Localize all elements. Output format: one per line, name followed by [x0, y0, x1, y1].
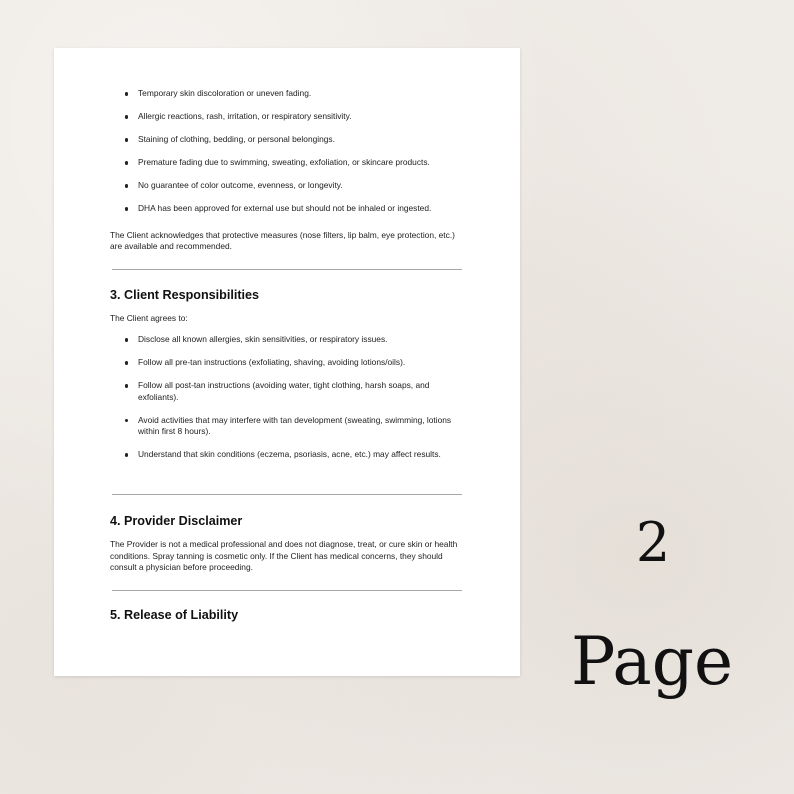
- list-item: Staining of clothing, bedding, or personal belongings.: [110, 134, 462, 146]
- section-divider: [112, 269, 462, 270]
- section-intro: The Client agrees to:: [110, 312, 188, 323]
- list-item: Premature fading due to swimming, sweating, exfoliation, or skincare products.: [110, 157, 462, 169]
- list-item: Disclose all known allergies, skin sensitivities, or respiratory issues.: [110, 334, 462, 346]
- list-item: Avoid activities that may interfere with tan development (sweating, swimming, lotions within first 8 hours).: [110, 415, 462, 438]
- list-item: Follow all pre-tan instructions (exfoliating, shaving, avoiding lotions/oils).: [110, 357, 462, 369]
- risk-list: [110, 88, 462, 215]
- disclaimer-paragraph: The Provider is not a medical professional and does not diagnose, treat, or cure skin or health conditions. Spray tanning is cosmetic only. If the Client has medical concerns, they should consult a physician before proceeding.: [110, 539, 458, 572]
- acknowledgement-paragraph: The Client acknowledges that protective measures (nose filters, lip balm, eye protection, etc.) are available and recommended.: [110, 229, 455, 251]
- list-item: Follow all post-tan instructions (avoiding water, tight clothing, harsh soaps, and exfoliants).: [110, 380, 462, 403]
- list-item: Temporary skin discoloration or uneven fading.: [110, 88, 462, 100]
- section-divider: [112, 590, 462, 591]
- section-heading-client-responsibilities: 3. Client Responsibilities: [110, 287, 260, 302]
- document-page: [54, 48, 520, 676]
- list-item: Understand that skin conditions (eczema, psoriasis, acne, etc.) may affect results.: [110, 449, 462, 461]
- list-item: No guarantee of color outcome, evenness, or longevity.: [110, 180, 462, 192]
- page-word-label: Page: [570, 623, 734, 700]
- list-item: DHA has been approved for external use but should not be inhaled or ingested.: [110, 203, 462, 215]
- document-content: [110, 88, 462, 623]
- spacer: [110, 472, 462, 478]
- responsibilities-list: [110, 334, 462, 461]
- list-item: Allergic reactions, rash, irritation, or respiratory sensitivity.: [110, 111, 462, 123]
- section-heading-provider-disclaimer: 4. Provider Disclaimer: [110, 514, 243, 528]
- section-heading-release-of-liability: 5. Release of Liability: [110, 607, 239, 622]
- section-divider: [112, 494, 462, 495]
- page-number-label: 2: [635, 511, 671, 574]
